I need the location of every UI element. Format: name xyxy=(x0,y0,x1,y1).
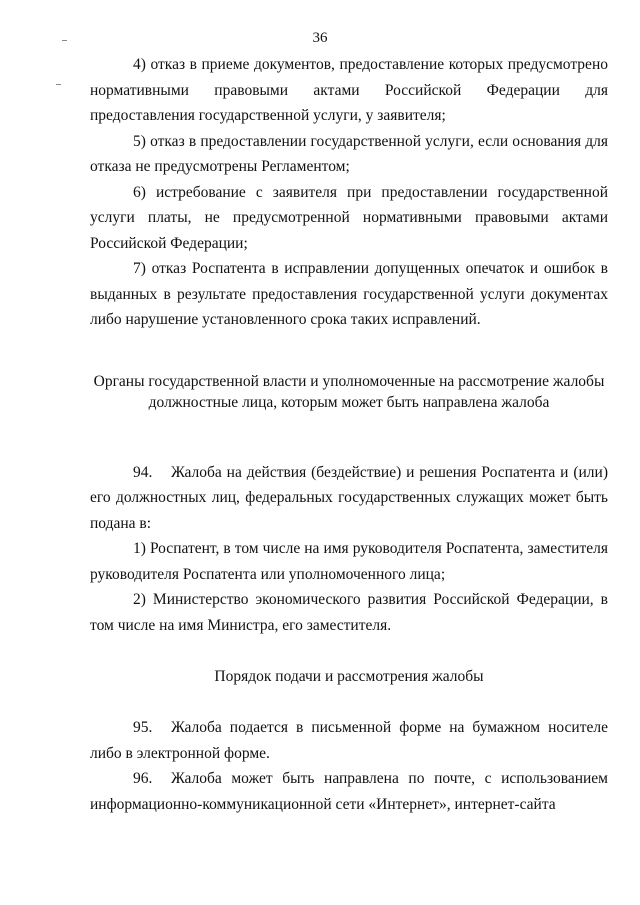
page-number: 36 xyxy=(312,30,328,46)
list-item-6: 6) истребование с заявителя при предоставлении государственной услуги платы, не предусмотренной нормативными правовыми актами Российской Федерации; xyxy=(90,183,608,252)
paragraph-94-item-2: 2) Министерство экономического развития Российской Федерации, в том числе на имя Министра, его заместителя. xyxy=(90,591,608,634)
scan-mark xyxy=(56,84,61,85)
list-item-5: 5) отказ в предоставлении государственной услуги, если основания для отказа не предусмотрены Регламентом; xyxy=(90,132,608,175)
list-item-4: 4) отказ в приеме документов, предоставление которых предусмотрено нормативными правовыми актами Российской Федерации для предоставления государственной услуги, у заявителя; xyxy=(90,56,608,124)
paragraph-number: 94. xyxy=(133,463,153,481)
paragraph-text: Жалоба на действия (бездействие) и решения Роспатента и (или) его должностных лиц, федеральных государственных служащих может быть подана в: xyxy=(90,463,608,532)
section-heading-complaint-recipients: Органы государственной власти и уполномоченные на рассмотрение жалобы должностные лица, которым может быть направлена жалоба xyxy=(93,372,605,411)
document-body xyxy=(90,52,608,817)
list-item-7: 7) отказ Роспатента в исправлении допущенных опечаток и ошибок в выданных в результате предоставления государственной услуги документах либо нарушение установленного срока таких исправлений. xyxy=(90,260,608,328)
paragraph-95 xyxy=(90,715,608,766)
paragraph-94-item-1: 1) Роспатент, в том числе на имя руководителя Роспатента, заместителя руководителя Роспатента или уполномоченного лица; xyxy=(90,540,608,583)
paragraph-number: 95. xyxy=(133,719,153,736)
section-heading-complaint-procedure: Порядок подачи и рассмотрения жалобы xyxy=(214,668,484,685)
paragraph-number: 96. xyxy=(133,770,153,787)
paragraph-94 xyxy=(90,460,608,537)
paragraph-text: Жалоба может быть направлена по почте, с использованием информационно-коммуникационной сети «Интернет», интернет-сайта xyxy=(90,770,608,813)
paragraph-text: Жалоба подается в письменной форме на бумажном носителе либо в электронной форме. xyxy=(90,719,608,762)
paragraph-96 xyxy=(90,766,608,817)
